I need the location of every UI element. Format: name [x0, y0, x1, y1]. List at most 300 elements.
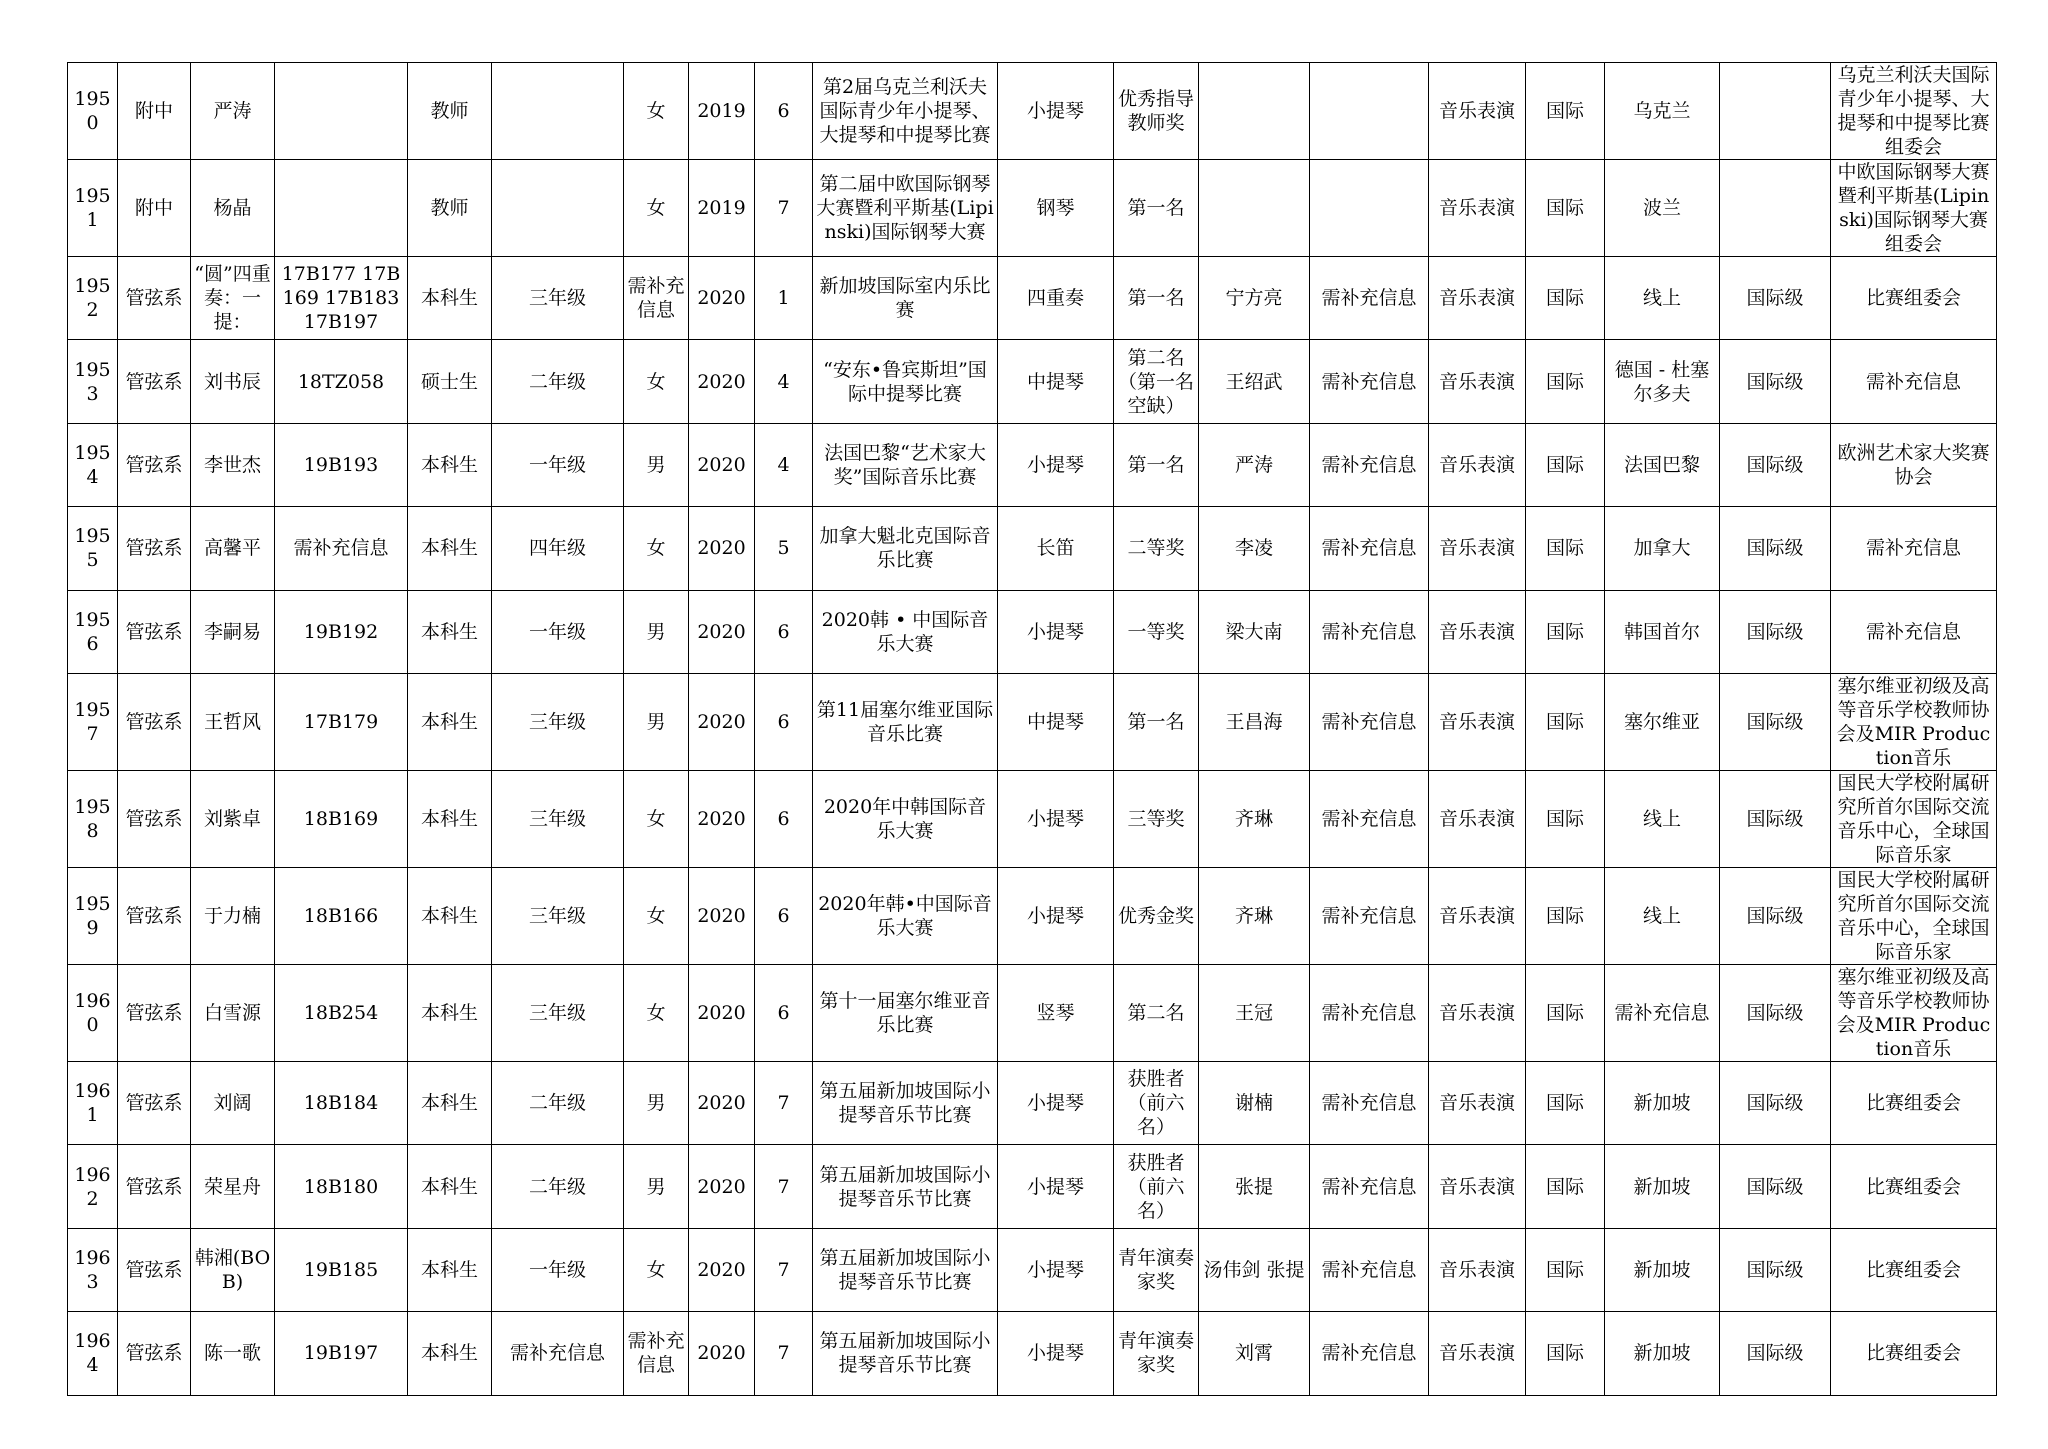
cell-instrument: 中提琴	[998, 673, 1114, 770]
cell-month: 6	[755, 867, 813, 964]
table-row	[68, 1312, 1997, 1395]
cell-competition-name: 新加坡国际室内乐比赛	[813, 257, 998, 340]
table-row	[68, 770, 1997, 867]
cell-scope: 国际	[1526, 160, 1605, 257]
cell-identity: 本科生	[408, 507, 492, 590]
cell-competition-name: 加拿大魁北克国际音乐比赛	[813, 507, 998, 590]
cell-gender: 女	[624, 160, 689, 257]
cell-level	[1720, 63, 1831, 160]
cell-name: 陈一歌	[191, 1312, 275, 1395]
cell-instructor: 谢楠	[1199, 1061, 1310, 1144]
cell-row-number: 1952	[68, 257, 118, 340]
cell-gender: 男	[624, 590, 689, 673]
cell-scope: 国际	[1526, 770, 1605, 867]
cell-level: 国际级	[1720, 340, 1831, 423]
cell-category: 音乐表演	[1429, 63, 1526, 160]
cell-extra-info: 需补充信息	[1310, 257, 1429, 340]
cell-organizer: 比赛组委会	[1831, 1228, 1997, 1311]
cell-level: 国际级	[1720, 257, 1831, 340]
cell-department: 管弦系	[118, 673, 191, 770]
cell-instructor	[1199, 63, 1310, 160]
cell-student-id: 17B177 17B169 17B183 17B197	[275, 257, 408, 340]
table-row	[68, 867, 1997, 964]
cell-year: 2020	[689, 423, 755, 506]
cell-gender: 男	[624, 1061, 689, 1144]
cell-scope: 国际	[1526, 507, 1605, 590]
cell-month: 4	[755, 340, 813, 423]
cell-award: 优秀金奖	[1114, 867, 1199, 964]
table-row	[68, 63, 1997, 160]
cell-department: 管弦系	[118, 1312, 191, 1395]
cell-instructor: 张提	[1199, 1145, 1310, 1228]
cell-instructor: 王冠	[1199, 964, 1310, 1061]
cell-identity: 本科生	[408, 1312, 492, 1395]
cell-category: 音乐表演	[1429, 770, 1526, 867]
cell-gender: 男	[624, 1145, 689, 1228]
cell-category: 音乐表演	[1429, 1145, 1526, 1228]
cell-student-id: 需补充信息	[275, 507, 408, 590]
cell-location: 新加坡	[1605, 1061, 1720, 1144]
table-row	[68, 340, 1997, 423]
cell-name: 白雪源	[191, 964, 275, 1061]
cell-competition-name: 第五届新加坡国际小提琴音乐节比赛	[813, 1145, 998, 1228]
cell-gender: 女	[624, 507, 689, 590]
cell-grade: 三年级	[492, 867, 624, 964]
cell-name: 严涛	[191, 63, 275, 160]
cell-month: 6	[755, 770, 813, 867]
cell-year: 2020	[689, 1061, 755, 1144]
cell-gender: 女	[624, 770, 689, 867]
cell-month: 5	[755, 507, 813, 590]
cell-scope: 国际	[1526, 423, 1605, 506]
cell-month: 6	[755, 673, 813, 770]
cell-row-number: 1960	[68, 964, 118, 1061]
cell-instructor: 严涛	[1199, 423, 1310, 506]
cell-instrument: 小提琴	[998, 63, 1114, 160]
cell-row-number: 1955	[68, 507, 118, 590]
cell-organizer: 乌克兰利沃夫国际青少年小提琴、大提琴和中提琴比赛组委会	[1831, 63, 1997, 160]
cell-student-id: 18B169	[275, 770, 408, 867]
cell-category: 音乐表演	[1429, 160, 1526, 257]
cell-year: 2020	[689, 770, 755, 867]
cell-instrument: 小提琴	[998, 770, 1114, 867]
cell-scope: 国际	[1526, 964, 1605, 1061]
cell-instrument: 小提琴	[998, 590, 1114, 673]
cell-location: 德国 - 杜塞尔多夫	[1605, 340, 1720, 423]
cell-month: 7	[755, 160, 813, 257]
cell-level: 国际级	[1720, 1312, 1831, 1395]
cell-organizer: 需补充信息	[1831, 340, 1997, 423]
cell-extra-info: 需补充信息	[1310, 1061, 1429, 1144]
cell-organizer: 比赛组委会	[1831, 257, 1997, 340]
cell-instructor	[1199, 160, 1310, 257]
cell-extra-info: 需补充信息	[1310, 1228, 1429, 1311]
cell-location: 线上	[1605, 770, 1720, 867]
cell-instrument: 长笛	[998, 507, 1114, 590]
cell-month: 6	[755, 63, 813, 160]
cell-identity: 教师	[408, 63, 492, 160]
cell-year: 2020	[689, 1312, 755, 1395]
cell-gender: 女	[624, 63, 689, 160]
cell-student-id: 19B192	[275, 590, 408, 673]
cell-month: 7	[755, 1228, 813, 1311]
cell-row-number: 1963	[68, 1228, 118, 1311]
cell-student-id	[275, 160, 408, 257]
cell-student-id: 18B254	[275, 964, 408, 1061]
cell-instructor: 齐琳	[1199, 770, 1310, 867]
cell-award: 第二名	[1114, 964, 1199, 1061]
cell-competition-name: 第11届塞尔维亚国际音乐比赛	[813, 673, 998, 770]
cell-row-number: 1961	[68, 1061, 118, 1144]
cell-category: 音乐表演	[1429, 1061, 1526, 1144]
cell-gender: 男	[624, 673, 689, 770]
cell-category: 音乐表演	[1429, 673, 1526, 770]
cell-department: 管弦系	[118, 1145, 191, 1228]
cell-category: 音乐表演	[1429, 1312, 1526, 1395]
cell-award: 第二名（第一名空缺）	[1114, 340, 1199, 423]
cell-month: 1	[755, 257, 813, 340]
cell-gender: 男	[624, 423, 689, 506]
cell-award: 获胜者（前六名）	[1114, 1061, 1199, 1144]
cell-organizer: 塞尔维亚初级及高等音乐学校教师协会及MIR Production音乐	[1831, 964, 1997, 1061]
cell-scope: 国际	[1526, 867, 1605, 964]
cell-year: 2020	[689, 867, 755, 964]
cell-student-id: 18B180	[275, 1145, 408, 1228]
cell-instructor: 汤伟剑 张提	[1199, 1228, 1310, 1311]
cell-organizer: 比赛组委会	[1831, 1145, 1997, 1228]
table-row	[68, 1228, 1997, 1311]
cell-award: 青年演奏家奖	[1114, 1228, 1199, 1311]
cell-student-id: 19B185	[275, 1228, 408, 1311]
cell-grade: 一年级	[492, 423, 624, 506]
cell-gender: 女	[624, 340, 689, 423]
cell-name: 荣星舟	[191, 1145, 275, 1228]
cell-extra-info: 需补充信息	[1310, 590, 1429, 673]
cell-name: 杨晶	[191, 160, 275, 257]
cell-name: 刘阔	[191, 1061, 275, 1144]
cell-grade: 四年级	[492, 507, 624, 590]
cell-category: 音乐表演	[1429, 964, 1526, 1061]
cell-student-id: 19B193	[275, 423, 408, 506]
cell-organizer: 塞尔维亚初级及高等音乐学校教师协会及MIR Production音乐	[1831, 673, 1997, 770]
cell-instrument: 四重奏	[998, 257, 1114, 340]
cell-name: 李世杰	[191, 423, 275, 506]
cell-organizer: 国民大学校附属研究所首尔国际交流音乐中心，全球国际音乐家	[1831, 867, 1997, 964]
table-row	[68, 257, 1997, 340]
cell-instrument: 小提琴	[998, 867, 1114, 964]
cell-organizer: 比赛组委会	[1831, 1312, 1997, 1395]
cell-department: 管弦系	[118, 507, 191, 590]
cell-award: 一等奖	[1114, 590, 1199, 673]
cell-year: 2020	[689, 1228, 755, 1311]
cell-location: 波兰	[1605, 160, 1720, 257]
cell-month: 7	[755, 1145, 813, 1228]
cell-row-number: 1953	[68, 340, 118, 423]
cell-extra-info: 需补充信息	[1310, 770, 1429, 867]
cell-grade	[492, 160, 624, 257]
cell-row-number: 1956	[68, 590, 118, 673]
cell-student-id: 18TZ058	[275, 340, 408, 423]
cell-level	[1720, 160, 1831, 257]
cell-department: 管弦系	[118, 964, 191, 1061]
cell-row-number: 1962	[68, 1145, 118, 1228]
cell-category: 音乐表演	[1429, 257, 1526, 340]
cell-award: 第一名	[1114, 423, 1199, 506]
cell-scope: 国际	[1526, 1312, 1605, 1395]
cell-extra-info: 需补充信息	[1310, 1312, 1429, 1395]
cell-category: 音乐表演	[1429, 867, 1526, 964]
cell-scope: 国际	[1526, 63, 1605, 160]
cell-location: 需补充信息	[1605, 964, 1720, 1061]
cell-category: 音乐表演	[1429, 340, 1526, 423]
cell-name: 于力楠	[191, 867, 275, 964]
cell-department: 管弦系	[118, 423, 191, 506]
cell-month: 7	[755, 1312, 813, 1395]
cell-scope: 国际	[1526, 340, 1605, 423]
cell-instructor: 齐琳	[1199, 867, 1310, 964]
cell-location: 新加坡	[1605, 1145, 1720, 1228]
cell-department: 附中	[118, 160, 191, 257]
cell-month: 7	[755, 1061, 813, 1144]
cell-instructor: 宁方亮	[1199, 257, 1310, 340]
cell-instructor: 梁大南	[1199, 590, 1310, 673]
cell-instrument: 小提琴	[998, 423, 1114, 506]
cell-extra-info: 需补充信息	[1310, 964, 1429, 1061]
cell-extra-info: 需补充信息	[1310, 673, 1429, 770]
cell-award: 青年演奏家奖	[1114, 1312, 1199, 1395]
table-body	[68, 63, 1997, 1396]
cell-gender: 女	[624, 867, 689, 964]
table-row	[68, 1145, 1997, 1228]
cell-row-number: 1959	[68, 867, 118, 964]
cell-award: 优秀指导教师奖	[1114, 63, 1199, 160]
cell-identity: 本科生	[408, 1228, 492, 1311]
cell-department: 管弦系	[118, 867, 191, 964]
cell-organizer: 比赛组委会	[1831, 1061, 1997, 1144]
cell-identity: 本科生	[408, 673, 492, 770]
cell-department: 管弦系	[118, 1228, 191, 1311]
cell-identity: 教师	[408, 160, 492, 257]
cell-instructor: 王绍武	[1199, 340, 1310, 423]
cell-location: 线上	[1605, 257, 1720, 340]
cell-level: 国际级	[1720, 423, 1831, 506]
cell-row-number: 1950	[68, 63, 118, 160]
cell-extra-info: 需补充信息	[1310, 867, 1429, 964]
cell-location: 新加坡	[1605, 1312, 1720, 1395]
cell-instrument: 竖琴	[998, 964, 1114, 1061]
cell-category: 音乐表演	[1429, 1228, 1526, 1311]
cell-level: 国际级	[1720, 867, 1831, 964]
cell-row-number: 1951	[68, 160, 118, 257]
cell-instrument: 小提琴	[998, 1145, 1114, 1228]
cell-year: 2020	[689, 590, 755, 673]
cell-scope: 国际	[1526, 257, 1605, 340]
cell-extra-info: 需补充信息	[1310, 1145, 1429, 1228]
cell-extra-info: 需补充信息	[1310, 340, 1429, 423]
cell-student-id: 19B197	[275, 1312, 408, 1395]
cell-category: 音乐表演	[1429, 590, 1526, 673]
cell-identity: 本科生	[408, 1061, 492, 1144]
cell-name: 李嗣易	[191, 590, 275, 673]
cell-grade: 三年级	[492, 964, 624, 1061]
table-row	[68, 160, 1997, 257]
cell-instructor: 王昌海	[1199, 673, 1310, 770]
cell-year: 2020	[689, 340, 755, 423]
cell-department: 附中	[118, 63, 191, 160]
cell-extra-info	[1310, 160, 1429, 257]
cell-year: 2020	[689, 1145, 755, 1228]
cell-name: 刘书辰	[191, 340, 275, 423]
cell-competition-name: 2020韩 • 中国际音乐大赛	[813, 590, 998, 673]
cell-year: 2020	[689, 964, 755, 1061]
table-row	[68, 964, 1997, 1061]
cell-year: 2019	[689, 160, 755, 257]
cell-student-id: 18B184	[275, 1061, 408, 1144]
cell-location: 法国巴黎	[1605, 423, 1720, 506]
cell-grade: 二年级	[492, 1061, 624, 1144]
cell-gender: 需补充信息	[624, 257, 689, 340]
cell-scope: 国际	[1526, 1145, 1605, 1228]
table-row	[68, 673, 1997, 770]
cell-grade: 三年级	[492, 257, 624, 340]
cell-identity: 本科生	[408, 590, 492, 673]
cell-extra-info: 需补充信息	[1310, 423, 1429, 506]
cell-level: 国际级	[1720, 1145, 1831, 1228]
cell-name: 韩湘(BOB)	[191, 1228, 275, 1311]
cell-extra-info: 需补充信息	[1310, 507, 1429, 590]
cell-organizer: 欧洲艺术家大奖赛协会	[1831, 423, 1997, 506]
cell-department: 管弦系	[118, 770, 191, 867]
cell-instrument: 中提琴	[998, 340, 1114, 423]
cell-year: 2020	[689, 257, 755, 340]
cell-organizer: 需补充信息	[1831, 507, 1997, 590]
cell-grade: 二年级	[492, 340, 624, 423]
cell-competition-name: “安东•鲁宾斯坦”国际中提琴比赛	[813, 340, 998, 423]
cell-category: 音乐表演	[1429, 423, 1526, 506]
cell-location: 线上	[1605, 867, 1720, 964]
cell-competition-name: 2020年韩•中国际音乐大赛	[813, 867, 998, 964]
cell-location: 乌克兰	[1605, 63, 1720, 160]
cell-level: 国际级	[1720, 673, 1831, 770]
cell-student-id: 18B166	[275, 867, 408, 964]
awards-table	[67, 62, 1997, 1396]
cell-name: 王哲风	[191, 673, 275, 770]
cell-instructor: 李凌	[1199, 507, 1310, 590]
cell-identity: 本科生	[408, 964, 492, 1061]
cell-name: 刘紫卓	[191, 770, 275, 867]
cell-organizer: 国民大学校附属研究所首尔国际交流音乐中心，全球国际音乐家	[1831, 770, 1997, 867]
cell-gender: 女	[624, 1228, 689, 1311]
cell-level: 国际级	[1720, 964, 1831, 1061]
cell-row-number: 1964	[68, 1312, 118, 1395]
cell-grade: 需补充信息	[492, 1312, 624, 1395]
cell-competition-name: 第五届新加坡国际小提琴音乐节比赛	[813, 1312, 998, 1395]
cell-competition-name: 第五届新加坡国际小提琴音乐节比赛	[813, 1061, 998, 1144]
cell-row-number: 1957	[68, 673, 118, 770]
cell-gender: 需补充信息	[624, 1312, 689, 1395]
cell-instructor: 刘霄	[1199, 1312, 1310, 1395]
cell-gender: 女	[624, 964, 689, 1061]
cell-scope: 国际	[1526, 1061, 1605, 1144]
cell-scope: 国际	[1526, 590, 1605, 673]
cell-identity: 本科生	[408, 770, 492, 867]
cell-scope: 国际	[1526, 1228, 1605, 1311]
cell-grade: 三年级	[492, 770, 624, 867]
cell-month: 6	[755, 964, 813, 1061]
cell-location: 韩国首尔	[1605, 590, 1720, 673]
cell-award: 二等奖	[1114, 507, 1199, 590]
cell-award: 第一名	[1114, 257, 1199, 340]
cell-grade: 三年级	[492, 673, 624, 770]
cell-row-number: 1954	[68, 423, 118, 506]
cell-identity: 本科生	[408, 423, 492, 506]
table-row	[68, 590, 1997, 673]
cell-category: 音乐表演	[1429, 507, 1526, 590]
cell-award: 获胜者（前六名）	[1114, 1145, 1199, 1228]
cell-identity: 本科生	[408, 1145, 492, 1228]
cell-grade	[492, 63, 624, 160]
cell-competition-name: 第五届新加坡国际小提琴音乐节比赛	[813, 1228, 998, 1311]
cell-level: 国际级	[1720, 590, 1831, 673]
cell-name: 高馨平	[191, 507, 275, 590]
cell-identity: 硕士生	[408, 340, 492, 423]
cell-student-id: 17B179	[275, 673, 408, 770]
cell-location: 塞尔维亚	[1605, 673, 1720, 770]
table-row	[68, 423, 1997, 506]
cell-location: 新加坡	[1605, 1228, 1720, 1311]
cell-row-number: 1958	[68, 770, 118, 867]
cell-name: “圆”四重奏：一提：	[191, 257, 275, 340]
cell-location: 加拿大	[1605, 507, 1720, 590]
cell-grade: 一年级	[492, 1228, 624, 1311]
cell-grade: 一年级	[492, 590, 624, 673]
cell-department: 管弦系	[118, 257, 191, 340]
cell-grade: 二年级	[492, 1145, 624, 1228]
cell-month: 6	[755, 590, 813, 673]
cell-award: 第一名	[1114, 160, 1199, 257]
cell-extra-info	[1310, 63, 1429, 160]
cell-student-id	[275, 63, 408, 160]
cell-competition-name: 第2届乌克兰利沃夫国际青少年小提琴、大提琴和中提琴比赛	[813, 63, 998, 160]
cell-month: 4	[755, 423, 813, 506]
cell-year: 2020	[689, 673, 755, 770]
cell-level: 国际级	[1720, 507, 1831, 590]
cell-department: 管弦系	[118, 340, 191, 423]
cell-instrument: 小提琴	[998, 1228, 1114, 1311]
cell-department: 管弦系	[118, 590, 191, 673]
cell-organizer: 需补充信息	[1831, 590, 1997, 673]
cell-scope: 国际	[1526, 673, 1605, 770]
cell-level: 国际级	[1720, 1228, 1831, 1311]
cell-year: 2020	[689, 507, 755, 590]
cell-year: 2019	[689, 63, 755, 160]
cell-level: 国际级	[1720, 1061, 1831, 1144]
cell-award: 第一名	[1114, 673, 1199, 770]
cell-competition-name: 法国巴黎“艺术家大奖”国际音乐比赛	[813, 423, 998, 506]
cell-instrument: 小提琴	[998, 1312, 1114, 1395]
cell-level: 国际级	[1720, 770, 1831, 867]
cell-organizer: 中欧国际钢琴大赛暨利平斯基(Lipinski)国际钢琴大赛组委会	[1831, 160, 1997, 257]
cell-department: 管弦系	[118, 1061, 191, 1144]
cell-identity: 本科生	[408, 867, 492, 964]
cell-instrument: 小提琴	[998, 1061, 1114, 1144]
table-row	[68, 507, 1997, 590]
table-row	[68, 1061, 1997, 1144]
cell-competition-name: 2020年中韩国际音乐大赛	[813, 770, 998, 867]
cell-competition-name: 第二届中欧国际钢琴大赛暨利平斯基(Lipinski)国际钢琴大赛	[813, 160, 998, 257]
cell-identity: 本科生	[408, 257, 492, 340]
cell-instrument: 钢琴	[998, 160, 1114, 257]
